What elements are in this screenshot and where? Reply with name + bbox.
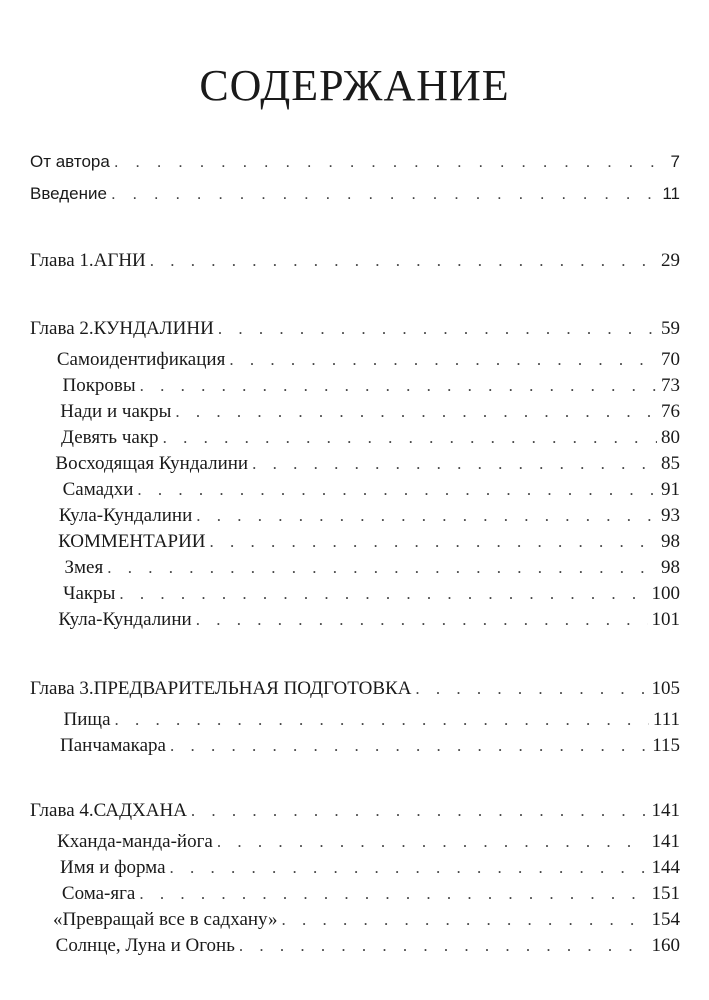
toc-section[interactable] <box>30 883 680 909</box>
chapter-number: Глава 1. <box>30 250 94 271</box>
section-title: Имя и форма <box>60 857 166 878</box>
toc-chapter-4[interactable] <box>30 800 680 826</box>
toc-page-number: 73 <box>661 375 680 396</box>
page-title: СОДЕРЖАНИЕ <box>199 61 510 110</box>
toc-section[interactable] <box>30 709 680 735</box>
leader-dots <box>175 402 657 422</box>
toc-page-number: 144 <box>651 857 680 878</box>
leader-dots <box>252 454 657 474</box>
section-title: Кханда-манда-йога <box>57 831 213 852</box>
leader-dots <box>107 558 657 578</box>
section-title: Самоидентификация <box>56 349 226 370</box>
toc-section[interactable] <box>30 583 680 609</box>
section-title: Сома-яга <box>61 883 136 904</box>
toc-page-number: 141 <box>651 800 680 821</box>
toc-page-number: 154 <box>651 909 680 930</box>
toc-section[interactable] <box>30 453 680 479</box>
chapter-title: КУНДАЛИНИ <box>93 318 214 339</box>
section-title: Панчамакара <box>60 735 166 756</box>
leader-dots <box>111 184 658 204</box>
leader-dots <box>170 858 648 878</box>
toc-chapter-2[interactable] <box>30 318 680 344</box>
section-title: Покровы <box>62 375 136 396</box>
leader-dots <box>282 910 648 930</box>
toc-section[interactable] <box>30 557 680 583</box>
leader-dots <box>139 884 647 904</box>
leader-dots <box>170 736 648 756</box>
chapter-title: ПРЕДВАРИТЕЛЬНАЯ ПОДГОТОВКА <box>93 678 412 699</box>
toc-page-number: 7 <box>670 152 680 171</box>
leader-dots <box>114 152 667 172</box>
section-title: Самадхи <box>62 479 134 500</box>
toc-label: Введение <box>30 184 107 203</box>
toc-page-number: 111 <box>652 709 680 730</box>
leader-dots <box>196 506 657 526</box>
leader-dots <box>229 350 657 370</box>
toc-section[interactable] <box>30 375 680 401</box>
leader-dots <box>218 319 657 339</box>
toc-section[interactable] <box>30 505 680 531</box>
toc-section[interactable] <box>30 427 680 453</box>
leader-dots <box>150 251 657 271</box>
toc-page-number: 115 <box>652 735 680 756</box>
leader-dots <box>415 679 647 699</box>
leader-dots <box>191 801 648 821</box>
section-title: Пища <box>63 709 111 730</box>
leader-dots <box>140 376 657 396</box>
section-title: Чакры <box>63 583 116 604</box>
toc-page-number: 91 <box>661 479 680 500</box>
toc-section[interactable] <box>30 401 680 427</box>
toc-page-number: 98 <box>661 531 680 552</box>
toc-page-number: 98 <box>661 557 680 578</box>
leader-dots <box>217 832 648 852</box>
chapter-title: АГНИ <box>93 250 146 271</box>
leader-dots <box>239 936 648 956</box>
toc-page-number: 160 <box>651 935 680 956</box>
toc-section[interactable] <box>30 349 680 375</box>
toc-page-number: 76 <box>661 401 680 422</box>
toc-section[interactable] <box>30 531 680 557</box>
section-title: Солнце, Луна и Огонь <box>55 935 235 956</box>
toc-page-number: 80 <box>661 427 680 448</box>
toc-page-number: 105 <box>651 678 680 699</box>
leader-dots <box>196 610 648 630</box>
toc-page-number: 101 <box>651 609 680 630</box>
toc-section[interactable] <box>30 935 680 961</box>
chapter-number: Глава 2. <box>30 318 94 339</box>
chapter-title: САДХАНА <box>93 800 187 821</box>
toc-entry-from-author[interactable] <box>30 152 680 178</box>
toc-page-number: 29 <box>661 250 680 271</box>
toc-section[interactable] <box>30 479 680 505</box>
toc-section[interactable] <box>30 735 680 761</box>
section-title: Кула-Кундалини <box>58 505 193 526</box>
leader-dots <box>210 532 657 552</box>
toc-label: От автора <box>30 152 110 171</box>
section-title: КОММЕНТАРИИ <box>58 531 206 552</box>
toc-page-number: 85 <box>660 453 680 474</box>
chapter-number: Глава 4. <box>30 800 94 821</box>
toc-entry-introduction[interactable] <box>30 184 680 210</box>
toc-section[interactable] <box>30 909 680 935</box>
toc-chapter-1[interactable] <box>30 250 680 276</box>
toc-page-number: 151 <box>651 883 680 904</box>
chapter-number: Глава 3. <box>30 678 94 699</box>
toc-page-number: 100 <box>651 583 680 604</box>
toc-section[interactable] <box>30 831 680 857</box>
toc-chapter-3[interactable] <box>30 678 680 704</box>
section-title: Змея <box>64 557 104 578</box>
section-title: Кула-Кундалини <box>58 609 192 630</box>
section-title: Восходящая Кундалини <box>55 453 249 474</box>
toc-page-number: 141 <box>651 831 680 852</box>
section-title: Нади и чакры <box>60 401 172 422</box>
toc-section[interactable] <box>30 609 680 635</box>
toc-page-number: 70 <box>661 349 680 370</box>
leader-dots <box>119 584 647 604</box>
leader-dots <box>137 480 657 500</box>
section-title: «Превращай все в садхану» <box>52 909 278 930</box>
toc-section[interactable] <box>30 857 680 883</box>
toc-page-number: 93 <box>661 505 680 526</box>
toc-page-number: 11 <box>662 184 680 203</box>
toc-page-number: 59 <box>661 318 680 339</box>
leader-dots <box>163 428 657 448</box>
section-title: Девять чакр <box>61 427 159 448</box>
leader-dots <box>115 710 649 730</box>
